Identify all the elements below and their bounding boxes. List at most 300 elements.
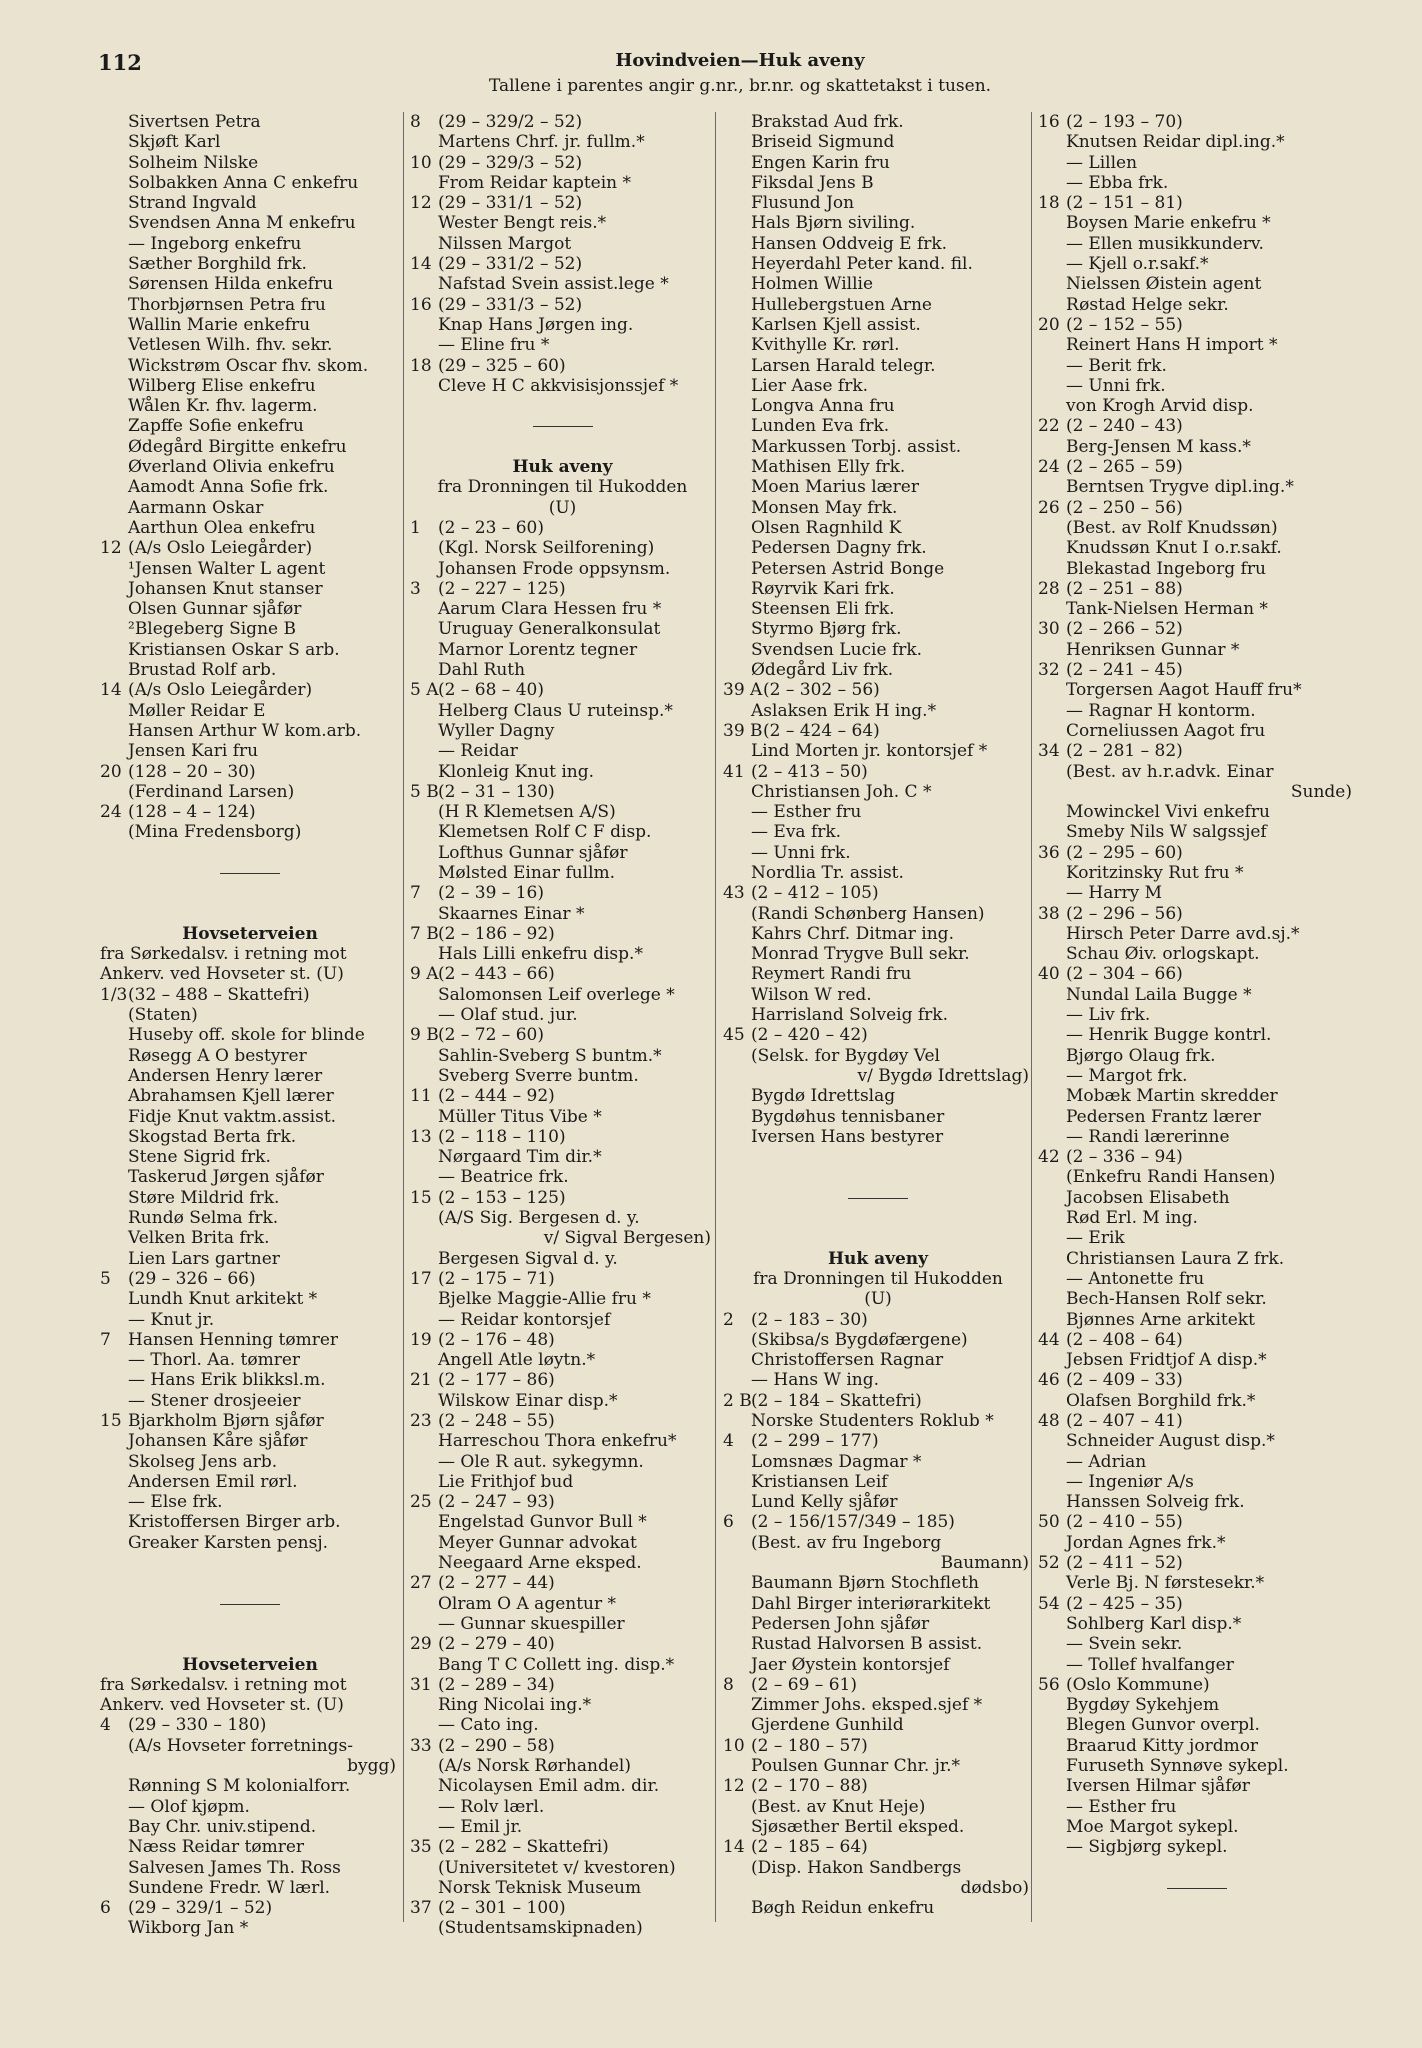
resident-entry <box>100 274 400 294</box>
resident-name: Nielssen Øistein agent <box>1066 274 1262 295</box>
spacer <box>723 1147 1033 1167</box>
resident-name: — Antonette fru <box>1066 1268 1205 1289</box>
spacer <box>100 904 400 924</box>
resident-name: Furuseth Synnøve sykepl. <box>1066 1756 1289 1777</box>
resident-name: — Rolv lærl. <box>438 1796 545 1817</box>
property-info: (29 – 325 – 60) <box>438 355 566 376</box>
resident-entry <box>1038 802 1356 822</box>
resident-name: Jordan Agnes frk.* <box>1066 1532 1226 1553</box>
resident-name: Engen Karin fru <box>751 152 890 173</box>
spacer <box>1038 1858 1356 1878</box>
running-subhead: Tallene i parentes angir g.nr., br.nr. og skattetakst i tusen. <box>488 76 992 96</box>
resident-entry <box>723 1756 1033 1776</box>
property-info: (2 – 296 – 56) <box>1066 903 1183 924</box>
resident-name: Harreschou Thora enkefru* <box>438 1431 677 1452</box>
resident-name: Fidje Knut vaktm.assist. <box>128 1106 337 1127</box>
resident-entry <box>1038 883 1356 903</box>
resident-entry <box>100 1512 400 1532</box>
property-info: (32 – 488 – Skattefri) <box>128 984 310 1005</box>
house-number: 15 <box>410 1187 432 1208</box>
resident-name: Jacobsen Elisabeth <box>1066 1187 1230 1208</box>
resident-name: — Unni frk. <box>751 842 851 863</box>
resident-name: Lier Aase frk. <box>751 375 869 396</box>
street-range-text: Ankerv. ved Hovseter st. (U) <box>100 964 344 985</box>
resident-entry <box>1038 1776 1356 1796</box>
section-separator <box>100 1594 400 1614</box>
house-number: 44 <box>1038 1329 1060 1350</box>
resident-entry <box>1038 1350 1356 1370</box>
resident-name: Mathisen Elly frk. <box>751 457 906 478</box>
resident-entry <box>100 1492 400 1512</box>
property-info: (2 – 247 – 93) <box>438 1492 555 1513</box>
resident-name: Aarthun Olea enkefru <box>128 517 316 538</box>
resident-entry <box>410 234 715 254</box>
resident-entry <box>1038 335 1356 355</box>
property-info: (2 – 241 – 45) <box>1066 660 1183 681</box>
property-entry <box>1038 1147 1356 1167</box>
resident-name: Zimmer Johs. eksped.sjef * <box>751 1695 983 1716</box>
resident-name: Dahl Ruth <box>438 660 526 681</box>
resident-name: Johansen Frode oppsynsm. <box>438 558 671 579</box>
property-entry <box>410 1127 715 1147</box>
resident-entry <box>723 254 1033 274</box>
resident-name: Ring Nicolai ing.* <box>438 1695 592 1716</box>
property-entry <box>410 1086 715 1106</box>
resident-entry <box>723 1634 1033 1654</box>
continuation-text: v/ Sigval Bergesen) <box>543 1228 711 1249</box>
resident-entry <box>100 1289 400 1309</box>
property-info: (2 – 248 – 55) <box>438 1411 555 1431</box>
resident-name: Lien Lars gartner <box>128 1248 280 1269</box>
resident-entry <box>723 822 1033 842</box>
resident-entry <box>723 924 1033 944</box>
resident-name: Nafstad Svein assist.lege * <box>438 274 669 295</box>
property-entry <box>410 579 715 599</box>
resident-entry <box>410 1655 715 1675</box>
property-info: (2 – 412 – 105) <box>751 883 879 904</box>
resident-entry <box>100 660 400 680</box>
house-number: 9 A <box>410 964 439 985</box>
resident-entry <box>723 376 1033 396</box>
property-info: (2 – 68 – 40) <box>438 680 544 701</box>
street-range <box>100 1675 400 1695</box>
resident-entry <box>410 944 715 964</box>
house-number: 50 <box>1038 1512 1060 1533</box>
resident-name: Berg-Jensen M kass.* <box>1066 436 1251 457</box>
house-number: 41 <box>723 761 745 782</box>
resident-entry <box>1038 1167 1356 1187</box>
property-entry <box>1038 193 1356 213</box>
resident-name: ²Blegeberg Signe B <box>128 619 296 640</box>
resident-name: Bergesen Sigval d. y. <box>438 1248 618 1269</box>
resident-entry <box>1038 254 1356 274</box>
property-info: (2 – 443 – 66) <box>438 964 555 985</box>
resident-entry <box>723 1898 1033 1918</box>
resident-entry <box>410 640 715 660</box>
resident-name: — Sigbjørg sykepl. <box>1066 1837 1228 1858</box>
resident-entry <box>1038 1310 1356 1330</box>
house-number: 40 <box>1038 964 1060 985</box>
property-entry <box>1038 1675 1356 1695</box>
resident-entry <box>723 1695 1033 1715</box>
house-number: 52 <box>1038 1553 1060 1574</box>
house-number: 2 B <box>723 1390 752 1411</box>
resident-name: Wilberg Elise enkefru <box>128 375 316 396</box>
property-entry <box>410 782 715 802</box>
column-divider <box>1031 112 1032 1922</box>
resident-name: Iversen Hilmar sjåfør <box>1066 1776 1250 1797</box>
section-separator <box>410 416 715 436</box>
resident-name: Salvesen James Th. Ross <box>128 1857 341 1878</box>
house-number: 6 <box>723 1512 734 1533</box>
resident-entry <box>1038 1228 1356 1248</box>
house-number: 19 <box>410 1329 432 1350</box>
property-info: (29 – 329/2 – 52) <box>438 112 583 132</box>
resident-name: Pedersen Frantz lærer <box>1066 1106 1261 1127</box>
resident-entry <box>410 1695 715 1715</box>
resident-name: Nundal Laila Bugge * <box>1066 984 1252 1005</box>
property-info: (2 – 281 – 82) <box>1066 741 1183 762</box>
property-info: (2 – 183 – 30) <box>751 1309 868 1330</box>
resident-entry <box>410 173 715 193</box>
resident-entry <box>100 1533 400 1553</box>
resident-name: — Esther fru <box>751 802 862 823</box>
resident-entry <box>410 1208 715 1228</box>
property-entry <box>410 1837 715 1857</box>
property-info: (2 – 411 – 52) <box>1066 1553 1183 1574</box>
resident-entry <box>410 1005 715 1025</box>
property-info: (2 – 176 – 48) <box>438 1329 555 1350</box>
house-number: 5 A <box>410 680 439 701</box>
property-entry <box>723 1512 1033 1532</box>
resident-name: Kristiansen Leif <box>751 1471 888 1492</box>
resident-name: Jensen Kari fru <box>128 741 259 762</box>
resident-entry <box>1038 559 1356 579</box>
resident-entry <box>1038 1756 1356 1776</box>
house-number: 38 <box>1038 903 1060 924</box>
resident-name: Moe Margot sykepl. <box>1066 1816 1239 1837</box>
entry-continuation <box>1038 782 1356 802</box>
resident-entry <box>410 1918 715 1938</box>
resident-name: Briseid Sigmund <box>751 132 895 153</box>
resident-entry <box>1038 1086 1356 1106</box>
spacer <box>100 1573 400 1593</box>
street-range: (U) <box>864 1289 892 1310</box>
resident-name: Knap Hans Jørgen ing. <box>438 314 634 335</box>
resident-entry <box>100 1858 400 1878</box>
resident-name: Braarud Kitty jordmor <box>1066 1735 1259 1756</box>
resident-entry <box>100 822 400 842</box>
resident-name: Wilson W red. <box>751 984 872 1005</box>
property-entry <box>410 1634 715 1654</box>
resident-entry <box>410 1776 715 1796</box>
property-info: (2 – 250 – 56) <box>1066 497 1183 518</box>
property-entry <box>410 356 715 376</box>
resident-entry <box>723 1594 1033 1614</box>
resident-name: From Reidar kaptein * <box>438 172 632 193</box>
resident-name: Lofthus Gunnar sjåfør <box>438 842 628 863</box>
resident-name: Blegen Gunvor overpl. <box>1066 1715 1260 1736</box>
resident-entry <box>1038 1736 1356 1756</box>
resident-name: Aslaksen Erik H ing.* <box>751 700 937 721</box>
running-head: Hovindveien—Huk aveny <box>615 50 865 71</box>
resident-entry <box>1038 1107 1356 1127</box>
continuation-text: Baumann) <box>940 1553 1029 1574</box>
resident-name: Meyer Gunnar advokat <box>438 1532 637 1553</box>
resident-entry <box>1038 1472 1356 1492</box>
property-entry <box>1038 112 1356 132</box>
resident-entry <box>100 1066 400 1086</box>
house-number: 27 <box>410 1573 432 1594</box>
property-entry <box>1038 1330 1356 1350</box>
resident-name: (Ferdinand Larsen) <box>128 781 295 802</box>
resident-entry <box>1038 1127 1356 1147</box>
house-number: 8 <box>723 1674 734 1695</box>
house-number: 4 <box>723 1431 734 1452</box>
entry-continuation <box>410 1228 715 1248</box>
property-entry <box>410 1025 715 1045</box>
column-4 <box>1038 112 1356 1898</box>
resident-name: Olsen Ragnhild K <box>751 517 902 538</box>
resident-entry <box>100 1452 400 1472</box>
resident-name: Johansen Kåre sjåfør <box>128 1431 308 1452</box>
house-number: 12 <box>723 1776 745 1797</box>
house-number: 54 <box>1038 1593 1060 1614</box>
property-entry <box>1038 1512 1356 1532</box>
property-entry <box>1038 660 1356 680</box>
property-entry <box>410 964 715 984</box>
property-entry <box>723 1776 1033 1796</box>
resident-entry <box>723 660 1033 680</box>
property-info: (29 – 331/3 – 52) <box>438 294 583 315</box>
resident-entry <box>1038 1817 1356 1837</box>
house-number: 39 B <box>723 720 763 741</box>
resident-name: Wilskow Einar disp.* <box>438 1390 618 1411</box>
resident-name: Bjelke Maggie-Allie fru * <box>438 1289 651 1310</box>
resident-name: Heyerdahl Peter kand. fil. <box>751 254 973 275</box>
resident-name: Hals Lilli enkefru disp.* <box>438 944 643 965</box>
resident-name: Monsen May frk. <box>751 497 898 518</box>
resident-entry <box>100 1025 400 1045</box>
resident-name: Nørgaard Tim dir.* <box>438 1147 602 1168</box>
resident-entry <box>410 660 715 680</box>
house-number: 17 <box>410 1268 432 1289</box>
resident-entry <box>723 356 1033 376</box>
resident-entry <box>723 437 1033 457</box>
resident-entry <box>410 762 715 782</box>
property-info: (2 – 408 – 64) <box>1066 1329 1183 1350</box>
resident-name: Baumann Bjørn Stochfleth <box>751 1573 979 1594</box>
resident-name: Wallin Marie enkefru <box>128 314 311 335</box>
resident-entry <box>410 1553 715 1573</box>
property-info: (29 – 326 – 66) <box>128 1268 256 1289</box>
resident-entry <box>410 1066 715 1086</box>
property-entry <box>410 1492 715 1512</box>
property-entry <box>1038 315 1356 335</box>
resident-entry <box>723 559 1033 579</box>
resident-name: — Esther fru <box>1066 1796 1177 1817</box>
property-entry <box>1038 1411 1356 1431</box>
resident-entry <box>1038 1005 1356 1025</box>
column-2 <box>410 112 715 1939</box>
resident-entry <box>723 985 1033 1005</box>
resident-name: Hansen Arthur W kom.arb. <box>128 720 362 741</box>
resident-name: Klemetsen Rolf C F disp. <box>438 822 652 843</box>
resident-name: Knudssøn Knut I o.r.sakf. <box>1066 538 1282 559</box>
resident-entry <box>723 416 1033 436</box>
house-number: 7 <box>100 1329 111 1350</box>
resident-name: Pedersen Dagny frk. <box>751 538 927 559</box>
resident-entry <box>100 153 400 173</box>
house-number: 39 A <box>723 680 763 701</box>
property-entry <box>100 985 400 1005</box>
house-number: 5 B <box>410 781 439 802</box>
resident-name: Skolseg Jens arb. <box>128 1451 278 1472</box>
continuation-text: Sunde) <box>1290 781 1352 802</box>
resident-name: Martens Chrf. jr. fullm.* <box>438 132 645 153</box>
property-entry <box>723 1025 1033 1045</box>
resident-entry <box>100 1005 400 1025</box>
house-number: 16 <box>410 294 432 315</box>
resident-entry <box>1038 680 1356 700</box>
property-entry <box>410 193 715 213</box>
resident-name: (A/S Sig. Bergesen d. y. <box>438 1208 640 1229</box>
resident-entry <box>100 1046 400 1066</box>
property-info: (2 – 153 – 125) <box>438 1187 566 1208</box>
property-entry <box>1038 579 1356 599</box>
resident-name: (Best. av h.r.advk. Einar <box>1066 761 1274 782</box>
resident-entry <box>723 173 1033 193</box>
resident-name: Ødegård Birgitte enkefru <box>128 436 347 457</box>
resident-name: — Erik <box>1066 1228 1125 1249</box>
resident-name: Salomonsen Leif overlege * <box>438 984 675 1005</box>
resident-name: Blekastad Ingeborg fru <box>1066 558 1266 579</box>
resident-name: Reymert Randi fru <box>751 964 912 985</box>
resident-entry <box>100 112 400 132</box>
resident-name: Rønning S M kolonialforr. <box>128 1776 351 1797</box>
property-entry <box>410 112 715 132</box>
resident-name: Røsegg A O bestyrer <box>128 1045 307 1066</box>
resident-name: Christoffersen Ragnar <box>751 1350 944 1371</box>
resident-entry <box>723 619 1033 639</box>
resident-name: Olafsen Borghild frk.* <box>1066 1390 1256 1411</box>
resident-entry <box>723 1330 1033 1350</box>
resident-name: — Unni frk. <box>1066 375 1166 396</box>
property-info: Bjarkholm Bjørn sjåfør <box>128 1411 324 1431</box>
resident-name: (Randi Schønberg Hansen) <box>751 903 985 924</box>
resident-entry <box>1038 538 1356 558</box>
resident-entry <box>410 1249 715 1269</box>
house-number: 30 <box>1038 619 1060 640</box>
resident-name: Schneider August disp.* <box>1066 1431 1275 1452</box>
resident-entry <box>723 295 1033 315</box>
property-entry <box>100 1898 400 1918</box>
house-number: 18 <box>1038 193 1060 214</box>
street-range <box>100 1695 400 1715</box>
property-info: (2 – 336 – 94) <box>1066 1147 1183 1168</box>
resident-entry <box>410 985 715 1005</box>
resident-name: — Reidar <box>438 741 518 762</box>
resident-entry <box>723 944 1033 964</box>
resident-name: Dahl Birger interiørarkitekt <box>751 1593 991 1614</box>
resident-name: — Gunnar skuespiller <box>438 1613 625 1634</box>
property-info: (2 – 407 – 41) <box>1066 1411 1183 1431</box>
resident-entry <box>723 538 1033 558</box>
column-divider <box>715 112 716 1922</box>
resident-name: Hullebergstuen Arne <box>751 294 932 315</box>
resident-name: (Studentsamskipnaden) <box>438 1918 643 1939</box>
resident-name: Rød Erl. M ing. <box>1066 1208 1198 1229</box>
resident-name: Gjerdene Gunhild <box>751 1715 904 1736</box>
resident-name: Røstad Helge sekr. <box>1066 294 1229 315</box>
resident-entry <box>1038 213 1356 233</box>
spacer <box>100 1553 400 1573</box>
resident-name: Christiansen Laura Z frk. <box>1066 1248 1285 1269</box>
resident-name: Bygdøhus tennisbaner <box>751 1106 945 1127</box>
resident-entry <box>1038 1573 1356 1593</box>
house-number: 20 <box>100 761 122 782</box>
resident-name: Knutsen Reidar dipl.ing.* <box>1066 132 1285 153</box>
resident-entry <box>723 518 1033 538</box>
resident-entry <box>1038 762 1356 782</box>
resident-name: Sæther Borghild frk. <box>128 254 307 275</box>
property-entry <box>1038 619 1356 639</box>
resident-name: Bjørgo Olaug frk. <box>1066 1045 1216 1066</box>
property-entry <box>100 1715 400 1735</box>
property-entry <box>410 680 715 700</box>
resident-entry <box>1038 1614 1356 1634</box>
resident-entry <box>100 721 400 741</box>
resident-entry <box>1038 1269 1356 1289</box>
resident-entry <box>100 1228 400 1248</box>
resident-name: Ødegård Liv frk. <box>751 660 894 681</box>
resident-entry <box>100 315 400 335</box>
resident-name: Hansen Oddveig E frk. <box>751 233 948 254</box>
property-entry <box>1038 498 1356 518</box>
property-entry <box>1038 457 1356 477</box>
resident-name: Corneliussen Aagot fru <box>1066 720 1266 741</box>
resident-name: Sørensen Hilda enkefru <box>128 274 334 295</box>
property-info: (128 – 20 – 30) <box>128 761 256 782</box>
resident-name: — Hans Erik blikksl.m. <box>128 1370 326 1391</box>
resident-entry <box>1038 396 1356 416</box>
house-number: 45 <box>723 1025 745 1046</box>
resident-name: Sundene Fredr. W lærl. <box>128 1877 331 1898</box>
section-separator <box>100 863 400 883</box>
property-entry <box>723 1391 1033 1411</box>
property-entry <box>723 1310 1033 1330</box>
resident-entry <box>100 1208 400 1228</box>
resident-name: — Emil jr. <box>438 1816 523 1837</box>
resident-entry <box>1038 1289 1356 1309</box>
resident-name: Taskerud Jørgen sjåfør <box>128 1167 324 1188</box>
house-number: 56 <box>1038 1674 1060 1695</box>
resident-name: Olsen Gunnar sjåfør <box>128 599 302 620</box>
resident-entry <box>1038 437 1356 457</box>
resident-name: Wålen Kr. fhv. lagerm. <box>128 396 318 417</box>
resident-name: Fiksdal Jens B <box>751 172 874 193</box>
resident-entry <box>1038 1431 1356 1451</box>
resident-entry <box>100 457 400 477</box>
resident-entry <box>723 193 1033 213</box>
resident-entry <box>723 1046 1033 1066</box>
property-info: (29 – 330 – 180) <box>128 1715 267 1736</box>
entry-continuation <box>723 1066 1033 1086</box>
resident-entry <box>1038 1837 1356 1857</box>
resident-entry <box>100 193 400 213</box>
property-info: (2 – 302 – 56) <box>763 680 880 701</box>
resident-name: Larsen Harald telegr. <box>751 355 936 376</box>
